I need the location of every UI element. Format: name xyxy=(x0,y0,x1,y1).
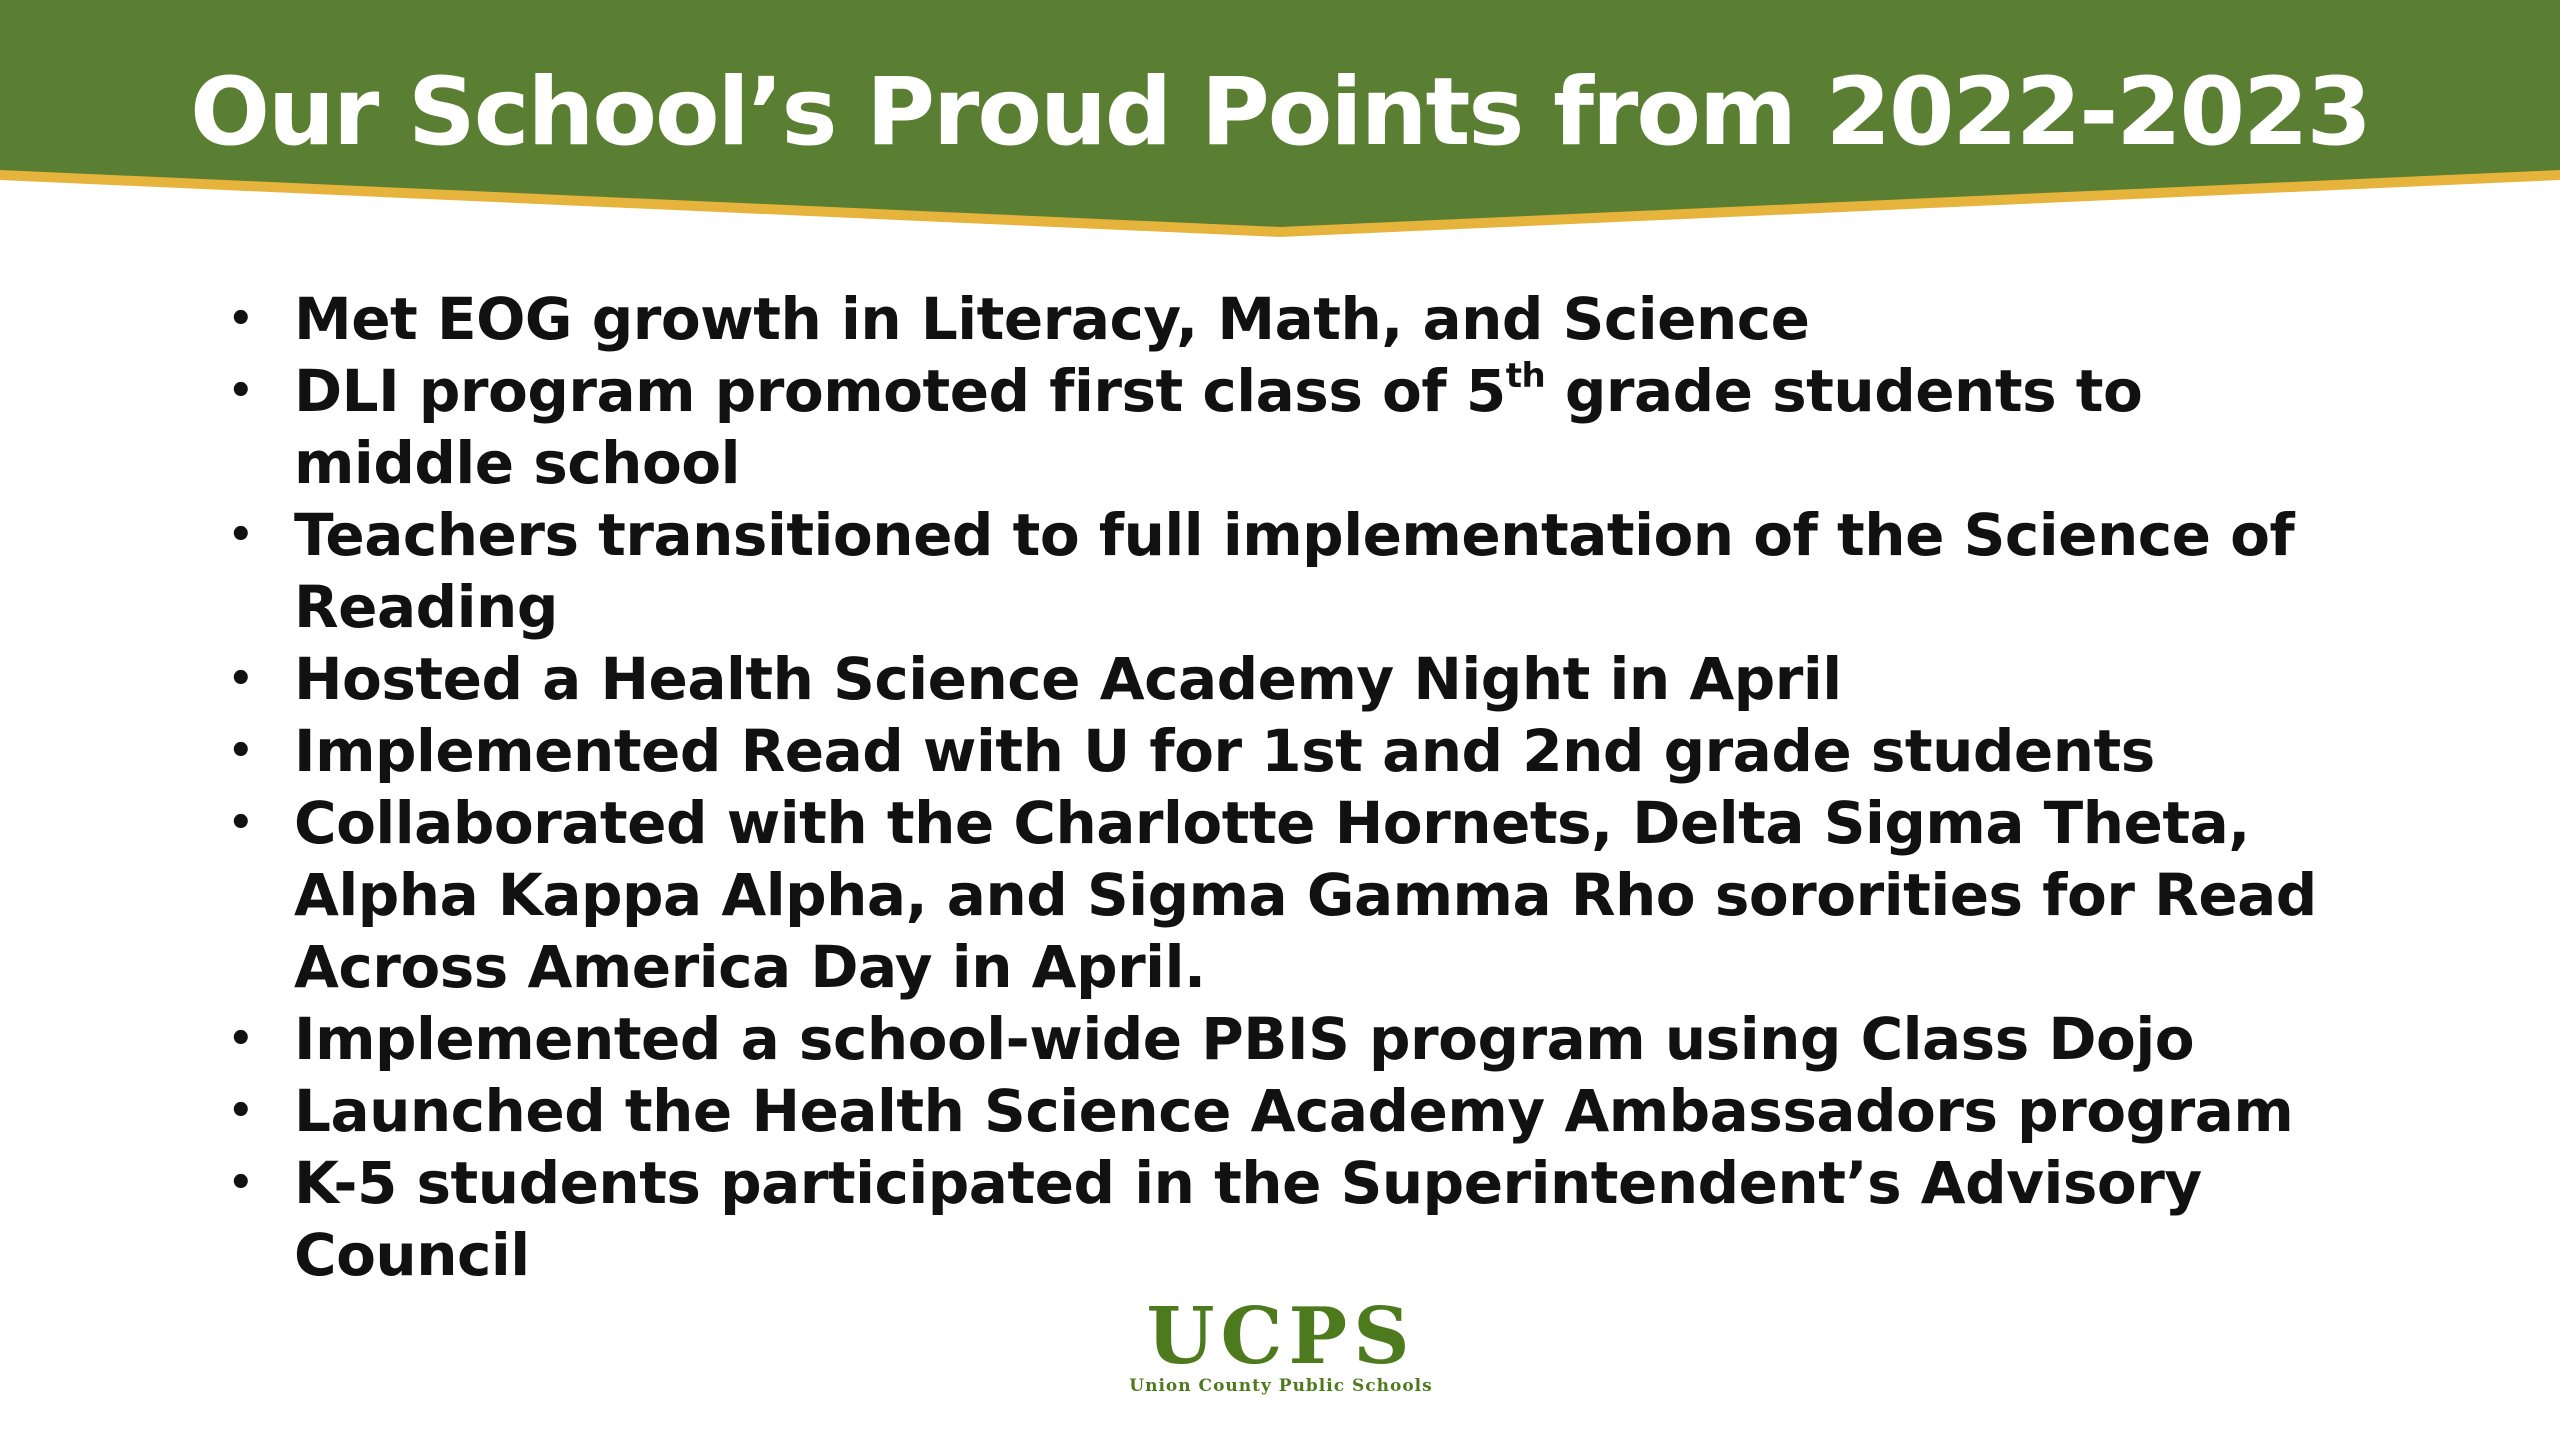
list-item xyxy=(210,355,2360,499)
list-item-text: Collaborated with the Charlotte Hornets, Delta Sigma Theta, Alpha Kappa Alpha, and Sigma Gamma Rho sororities for Read Across America Day in April. xyxy=(294,789,2317,1001)
bullet-icon: • xyxy=(228,1016,254,1062)
bullet-list xyxy=(210,283,2360,1291)
list-item-text: Met EOG growth in Literacy, Math, and Science xyxy=(294,285,1810,353)
list-item-text-continued: grade students to middle school xyxy=(294,357,2143,497)
bullet-icon: • xyxy=(228,512,254,558)
bullet-icon: • xyxy=(228,1088,254,1134)
list-item xyxy=(210,643,2360,715)
list-item-text: DLI program promoted first class of 5 xyxy=(294,357,1506,425)
bullet-icon: • xyxy=(228,800,254,846)
list-item xyxy=(210,1003,2360,1075)
logo-subtitle: Union County Public Schools xyxy=(1129,1376,1433,1396)
list-item xyxy=(210,1075,2360,1147)
list-item xyxy=(210,715,2360,787)
list-item xyxy=(210,1147,2360,1291)
list-item-text: K-5 students participated in the Superintendent’s Advisory Council xyxy=(294,1149,2202,1289)
bullet-icon: • xyxy=(228,656,254,702)
slide-title: Our School’s Proud Points from 2022-2023 xyxy=(190,58,2370,167)
logo-mark: UCPS xyxy=(1146,1291,1416,1382)
bullet-icon: • xyxy=(228,296,254,342)
list-item-text: Implemented a school-wide PBIS program using Class Dojo xyxy=(294,1005,2195,1073)
ucps-logo xyxy=(1096,1291,1466,1402)
bullet-icon: • xyxy=(228,368,254,414)
list-item xyxy=(210,787,2360,1003)
list-item-text: Launched the Health Science Academy Ambassadors program xyxy=(294,1077,2294,1145)
list-item-text: Hosted a Health Science Academy Night in April xyxy=(294,645,1842,713)
bullet-icon: • xyxy=(228,728,254,774)
bullet-icon: • xyxy=(228,1160,254,1206)
list-item-text: Implemented Read with U for 1st and 2nd grade students xyxy=(294,717,2155,785)
superscript: th xyxy=(1505,356,1546,396)
list-item xyxy=(210,499,2360,643)
list-item xyxy=(210,283,2360,355)
list-item-text: Teachers transitioned to full implementation of the Science of Reading xyxy=(294,501,2295,641)
